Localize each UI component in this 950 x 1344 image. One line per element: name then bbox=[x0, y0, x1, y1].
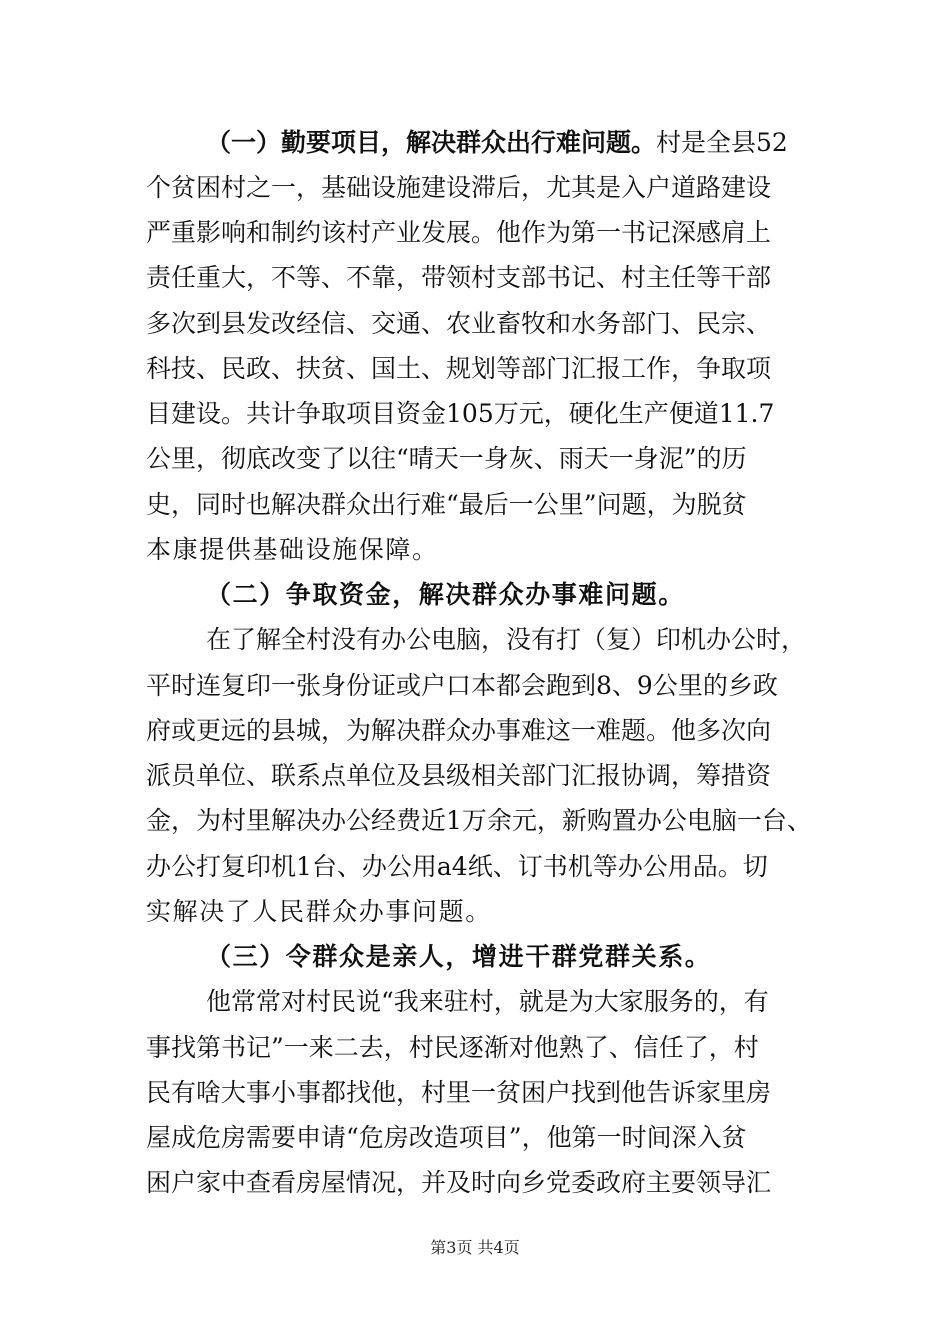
paragraph-line bbox=[206, 128, 866, 158]
paragraph-text: 村是全县52 bbox=[656, 128, 788, 157]
paragraph-line: 平时连复印一张身份证或户口本都会跑到8、9公里的乡政 bbox=[146, 671, 778, 700]
paragraph-line: 史，同时也解决群众出行难“最后一公里”问题，为脱贫 bbox=[146, 490, 747, 519]
paragraph-line: 派员单位、联系点单位及县级相关部门汇报协调，筹措资 bbox=[146, 761, 772, 790]
paragraph-line: 多次到县发改经信、交通、农业畜牧和水务部门、民宗、 bbox=[146, 309, 772, 338]
paragraph-line: 科技、民政、扶贫、国土、规划等部门汇报工作，争取项 bbox=[146, 354, 772, 383]
paragraph-line: 目建设。共计争取项目资金105万元，硬化生产便道11.7 bbox=[146, 399, 775, 428]
paragraph-line: 实解决了人民群众办事问题。 bbox=[146, 897, 492, 926]
paragraph-line: 在了解全村没有办公电脑，没有打（复）印机办公时， bbox=[206, 625, 807, 654]
paragraph-line: 办公打复印机1台、办公用a4纸、订书机等办公用品。切 bbox=[146, 852, 768, 881]
page-number-footer: 第3页 共4页 bbox=[430, 1238, 520, 1257]
paragraph-line: 府或更远的县城，为解决群众办事难这一难题。他多次向 bbox=[146, 716, 772, 745]
paragraph-line: 事找第书记”一来二去，村民逐渐对他熟了、信任了，村 bbox=[146, 1033, 759, 1062]
paragraph-line: 他常常对村民说“我来驻村，就是为大家服务的，有 bbox=[206, 987, 769, 1016]
paragraph-line: 个贫困村之一，基础设施建设滞后，尤其是入户道路建设 bbox=[146, 173, 772, 202]
paragraph-line: 金，为村里解决办公经费近1万余元，新购置办公电脑一台、 bbox=[146, 806, 812, 835]
paragraph-line: 屋成危房需要申请“危房改造项目”，他第一时间深入贫 bbox=[146, 1123, 747, 1152]
paragraph-line: 严重影响和制约该村产业发展。他作为第一书记深感肩上 bbox=[146, 218, 772, 247]
paragraph-line: 本康提供基础设施保障。 bbox=[146, 535, 439, 564]
paragraph-line: 困户家中查看房屋情况，并及时向乡党委政府主要领导汇 bbox=[146, 1168, 772, 1197]
paragraph-line: 责任重大，不等、不靠，带领村支部书记、村主任等干部 bbox=[146, 263, 772, 292]
paragraph-line: 公里，彻底改变了以往“晴天一身灰、雨天一身泥”的历 bbox=[146, 444, 747, 473]
section-heading: （二）争取资金，解决群众办事难问题。 bbox=[206, 580, 685, 609]
paragraph-line: 民有啥大事小事都找他，村里一贫困户找到他告诉家里房 bbox=[146, 1078, 772, 1107]
section-heading: （三）令群众是亲人，增进干群党群关系。 bbox=[206, 942, 712, 971]
section-heading: （一）勤要项目，解决群众出行难问题。 bbox=[206, 128, 657, 157]
